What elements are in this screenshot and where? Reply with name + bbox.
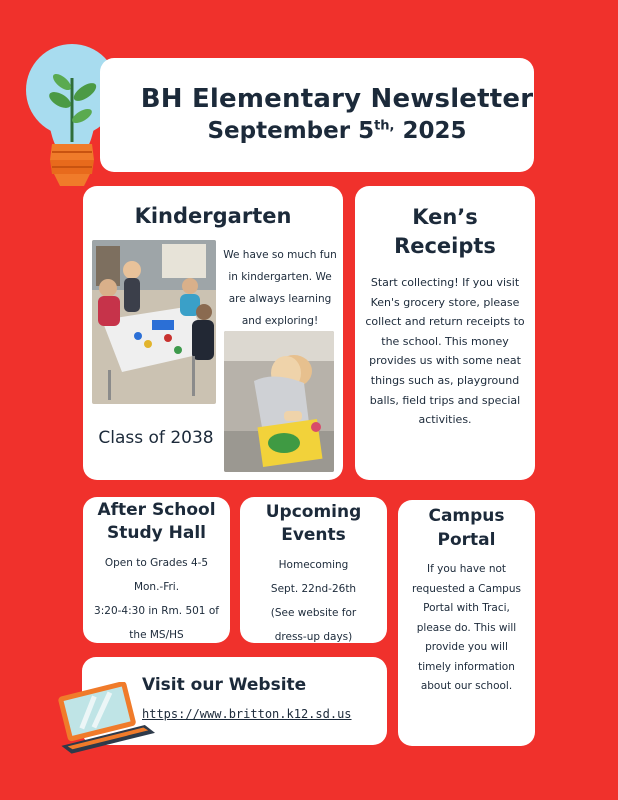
date-main: September 5	[207, 118, 375, 144]
kens-receipts-card	[355, 186, 535, 480]
newsletter-title: BH Elementary Newsletter	[140, 84, 534, 114]
portal-heading-line1: Campus	[428, 506, 505, 526]
newsletter-date	[140, 118, 534, 144]
events-heading-line1: Upcoming	[265, 502, 362, 522]
title-card	[100, 58, 534, 172]
events-heading-line2: Events	[281, 525, 346, 545]
kindergarten-classroom-photo	[92, 240, 216, 404]
study-hall-heading	[83, 499, 230, 545]
study-time: 3:20-4:30 in Rm. 501 of	[94, 605, 219, 617]
portal-heading-line2: Portal	[437, 530, 496, 550]
event-name: Homecoming	[278, 559, 349, 571]
upcoming-events-details	[240, 553, 387, 649]
event-note-2: dress-up days)	[274, 631, 353, 643]
website-heading: Visit our Website	[142, 675, 307, 695]
kens-heading-line1: Ken’s	[412, 205, 478, 229]
upcoming-events-heading	[240, 501, 387, 547]
campus-portal-body: If you have not requested a Campus Portal with Traci, please do. This will provide you will timely information about our school.	[412, 563, 521, 692]
date-suffix: th,	[374, 118, 395, 134]
study-hall-card	[83, 497, 230, 643]
website-link[interactable]: https://www.britton.k12.sd.us	[142, 707, 352, 721]
event-dates: Sept. 22nd-26th	[270, 583, 357, 595]
study-heading-line2: Study Hall	[107, 523, 206, 543]
kens-heading-line2: Receipts	[394, 234, 496, 258]
kens-receipts-heading	[355, 203, 535, 261]
kindergarten-heading: Kindergarten	[134, 204, 292, 228]
study-grades: Open to Grades 4-5	[104, 557, 209, 569]
kens-receipts-body: Start collecting! If you visit Ken's grocery store, please collect and return receipts to the school. This money provides us with some neat things such as, playground balls, field trips and special activities.	[365, 276, 525, 427]
laptop-icon	[52, 682, 162, 754]
study-location: the MS/HS	[129, 629, 184, 641]
study-heading-line1: After School	[97, 500, 216, 520]
date-year: 2025	[402, 118, 467, 144]
study-hall-details	[83, 551, 230, 647]
class-of-label: Class of 2038	[98, 428, 214, 448]
event-note-1: (See website for	[270, 607, 357, 619]
kindergarten-card	[83, 186, 343, 480]
campus-portal-heading	[398, 504, 535, 552]
study-days: Mon.-Fri.	[133, 581, 180, 593]
kindergarten-blurb: We have so much fun in kindergarten. We are always learning and exploring!	[223, 249, 337, 327]
kindergarten-student-photo	[224, 331, 334, 472]
campus-portal-card	[398, 500, 535, 746]
upcoming-events-card	[240, 497, 387, 643]
